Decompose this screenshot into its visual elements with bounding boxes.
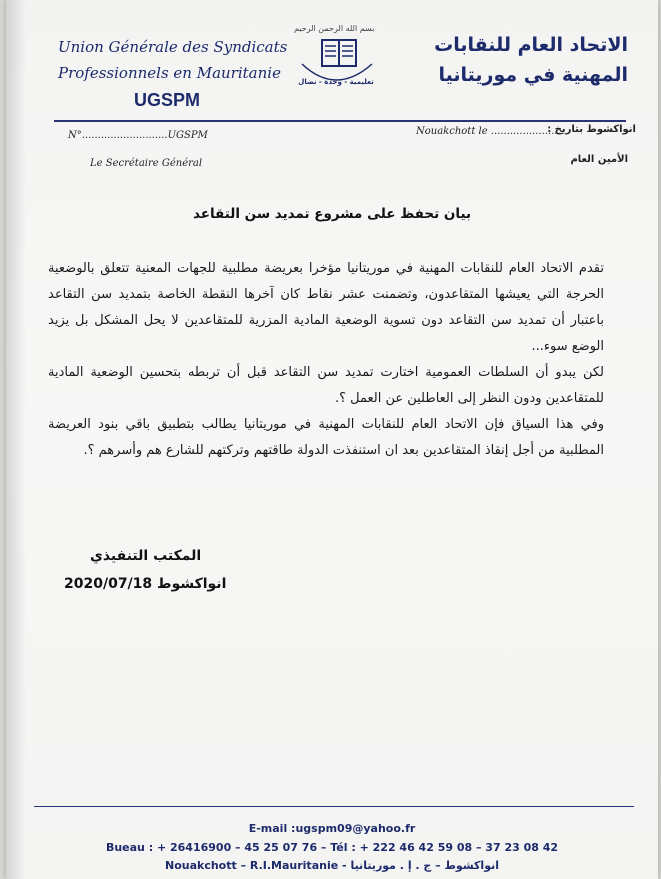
signature-place-date: انواكشوط 2020/07/18 <box>64 576 227 592</box>
statement-body <box>48 256 630 464</box>
bismillah: بسم الله الرحمن الرحيم <box>294 24 375 33</box>
executive-office: المكتب التنفيذي <box>90 548 202 564</box>
letter-page <box>6 0 658 879</box>
org-name-ar-line2: المهنية في موريتانيا <box>438 64 628 86</box>
footer-address-separator: - <box>342 859 351 872</box>
footer-email: E-mail :ugspm09@yahoo.fr <box>248 822 416 835</box>
logo-motto: تعليمية - وحدة - نضال <box>298 78 374 86</box>
org-acronym: UGSPM <box>134 90 201 110</box>
secretary-general-ar: الأمين العام <box>570 154 628 165</box>
body-paragraph-3: وفي هذا السياق فإن الاتحاد العام للنقابات المهنية في موريتانيا يطالب بتطبيق باقي بنود العريضة المطلبية من أجل إنقاذ المتقاعدين بعد ان استنفذت الدولة طاقتهم وتركتهم للشارع هم وأسرهم ؟. <box>48 417 604 458</box>
page-shadow <box>6 0 26 879</box>
reference-number: N°...........................UGSPM <box>68 130 208 141</box>
footer-address-fr: Nouakchott – R.I.Mauritanie <box>165 859 339 872</box>
place-date-ar: انواكشوط بتاريخ : <box>547 124 636 135</box>
footer-address <box>6 859 658 872</box>
body-paragraph-1: تقدم الاتحاد العام للنقابات المهنية في موريتانيا مؤخرا بعريضة مطلبية للجهات المعنية تتعلق بالوضعية الحرجة التي يعيشها المتقاعدون، وتضمنت عشر نقاط كان آخرها النقطة الخاصة بتمديد سن التقاعد باعتبار أن تمديد سن التقاعد دون تسوية الوضعية المادية المزرية للمتقاعدين لا يحل المشكل بل يزيد الوضع سوء... <box>48 261 604 354</box>
place-date-fr: Nouakchott le ....................... <box>416 126 564 137</box>
org-name-ar-line1: الاتحاد العام للنقابات <box>434 34 628 56</box>
org-name-fr-line1: Union Générale des Syndicats <box>58 38 288 56</box>
footer-address-ar: انواكشوط – ج . إ . موريتانيا <box>350 859 499 872</box>
statement-title: بيان تحفظ على مشروع تمديد سن التقاعد <box>192 206 472 222</box>
open-book-icon <box>296 34 376 92</box>
footer-divider <box>34 806 634 807</box>
org-name-fr-line2: Professionnels en Mauritanie <box>58 64 281 82</box>
header-divider <box>54 120 626 122</box>
body-paragraph-2: لكن يبدو أن السلطات العمومية اختارت تمديد سن التقاعد قبل أن تربطه بتحسين الوضعية المادية للمتقاعدين ودون النظر إلى العاطلين عن العمل ؟. <box>48 365 604 406</box>
footer-phones: Bueau : + 26416900 – 45 25 07 76 – Tél : + 222 46 42 59 08 – 37 23 08 42 <box>105 841 559 854</box>
secretary-general-fr: Le Secrétaire Général <box>90 158 203 169</box>
